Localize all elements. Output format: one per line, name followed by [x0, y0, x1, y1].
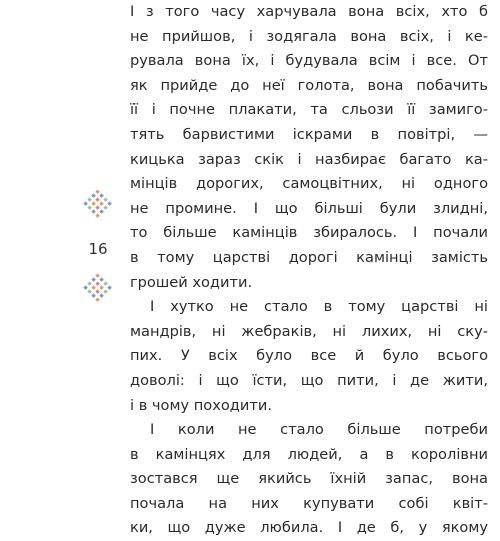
text-line: не прийшов, і зодягала вона всіх, і ке- [130, 27, 488, 45]
page-margin [70, 190, 126, 310]
text-line: І коли не стало більше потреби [150, 421, 488, 439]
text-line: почала на них купувати собі квіт- [130, 494, 488, 512]
text-line: І з того часу харчувала вона всіх, хто б [130, 3, 488, 20]
text-line: то більше камінців збиралось. І почали [130, 224, 488, 242]
text-line: в тому царстві дорогі камінці замість [130, 248, 488, 266]
embroidery-ornament-icon [83, 274, 113, 304]
text-line: зостався ще якийсь їхній запас, вона [130, 470, 488, 488]
text-line: і в чому походити. [130, 396, 273, 414]
text-line: доволі: і що їсти, що пити, і де жити, [130, 371, 488, 389]
text-line: її і почне плакати, та сльози її замиго- [130, 101, 488, 119]
text-line: рувала вона їх, і будувала всім і все. От [130, 52, 488, 70]
text-line: І хутко не стало в тому царстві ні [150, 298, 488, 316]
text-line: кицька зараз скік і назбирає багато ка- [130, 150, 488, 168]
text-line: мінців дорогих, самоцвітних, ні одного [130, 175, 488, 193]
embroidery-ornament-icon [83, 190, 113, 220]
text-line: мандрів, ні жебраків, ні лихих, ні ску- [130, 322, 488, 340]
text-line: грошей ходити. [130, 273, 253, 291]
text-line: пих. У всіх було все й було всього [130, 347, 488, 365]
text-line: ки, що дуже любила. І де б, у якому [130, 519, 488, 537]
page-number: 16 [88, 240, 108, 258]
text-line: як прийде до неї голота, вона побачить [130, 76, 488, 94]
text-line: тять барвистими іскрами в повітрі, — [130, 125, 488, 143]
text-line: не промине. І що більші були злидні, [130, 199, 488, 217]
story-text [130, 0, 488, 541]
text-line: в камінцях для людей, а в королівни [130, 445, 488, 463]
